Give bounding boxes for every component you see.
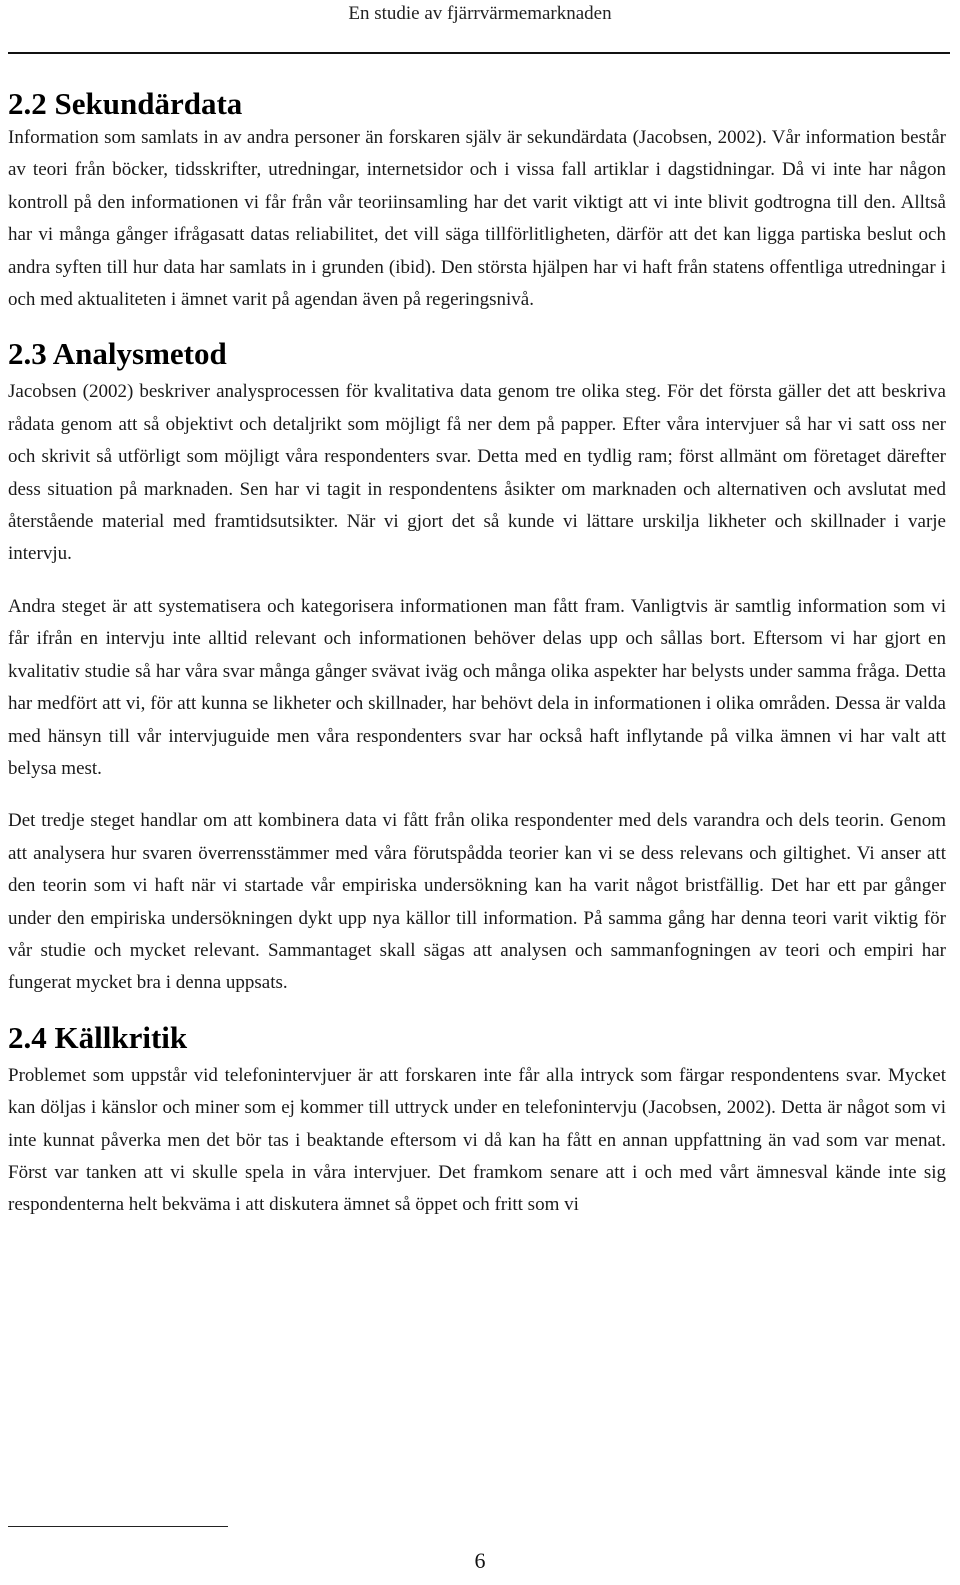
paragraph: Jacobsen (2002) beskriver analysprocessen för kvalitativa data genom tre olika steg. För det första gäller det att beskriva rådata genom att så objektivt och detaljrikt som möjligt få ner dem på papper. Efter våra intervjuer så har vi satt oss ner och skrivit så utförligt som möjligt våra respondenters svar. Detta med en tydlig ram; först allmänt om företaget därefter dess situation på marknaden. Sen har vi tagit in respondentens åsikter om marknaden och alternativen och avslutat med återstående material med framtidsutsikter. När vi gjort det så kunde vi lättare urskilja likheter och skillnader i varje intervju. [8,381,946,565]
page-number: 6 [474,1548,486,1573]
section-analysmetod [8,336,946,999]
running-header: En studie av fjärrvärmemarknaden [348,3,612,24]
page-content [8,86,946,1222]
section-heading: 2.2 Sekundärdata [8,86,243,121]
paragraph: Andra steget är att systematisera och kategorisera informationen man fått fram. Vanligtvis är samtlig information som vi får ifrån en intervju inte alltid relevant och informationen behöver delas upp och sållas bort. Eftersom vi har gjort en kvalitativ studie så har våra svar många gånger svävat iväg och många olika aspekter har belysts under samma fråga. Detta har medfört att vi, för att kunna se likheter och skillnader, har behövt dela in informationen i olika områden. Dessa är valda med hänsyn till vår intervjuguide men våra respondenters svar har också haft inflytande på vilka ämnen vi har valt att belysa mest. [8,595,946,779]
paragraph: Det tredje steget handlar om att kombinera data vi fått från olika respondenter med dels varandra och dels teorin. Genom att analysera hur svaren överrensstämmer med våra förutspådda teorier kan vi se dess relevans och giltighet. Vi anser att den teorin som vi haft när vi startade vår empiriska undersökning kan ha varit något bristfällig. Det har ett par gånger under den empiriska undersökningen dykt upp nya källor till information. På samma gång har denna teori varit viktig för vår studie och mycket relevant. Sammantaget skall sägas att analysen och sammanfogningen av teori och empiri har fungerat mycket bra i denna uppsats. [8,810,946,994]
section-heading: 2.3 Analysmetod [8,336,227,372]
paragraph: Information som samlats in av andra personer än forskaren själv är sekundärdata (Jacobsen, 2002). Vår information består av teori från böcker, tidsskrifter, utredningar, internetsidor och i vissa fall artiklar i dagstidningar. Då vi inte har någon kontroll på den informationen vi får från vår teoriinsamling har det varit viktigt att vi inte blivit godtrogna till den. Alltså har vi många gånger ifrågasatt datas reliabilitet, det vill säga tillförlitligheten, därför att det kan ligga partiska beslut och andra syften till hur data har samlats in i grunden (ibid). Den största hjälpen har vi haft från statens offentliga utredningar i och med aktualiteten i ämnet varit på agendan även på regeringsnivå. [8,127,946,311]
footer-rule [8,1526,228,1527]
section-sekundardata [8,86,946,316]
section-kallkritik [8,1020,946,1222]
section-heading: 2.4 Källkritik [8,1019,188,1055]
header-rule [8,52,950,54]
paragraph: Problemet som uppstår vid telefonintervjuer är att forskaren inte får alla intryck som färgar respondentens svar. Mycket kan döljas i känslor och miner som ej kommer till uttryck under en telefonintervju (Jacobsen, 2002). Detta är något som vi inte kunnat påverka men det bör tas i beaktande eftersom vi då kan ha fått en annan uppfattning än vad som var menat. Först var tanken att vi skulle spela in våra intervjuer. Det framkom senare att i och med vårt ämnesval kände inte sig respondenterna helt bekväma i att diskutera ämnet så öppet och fritt som vi [8,1064,946,1216]
